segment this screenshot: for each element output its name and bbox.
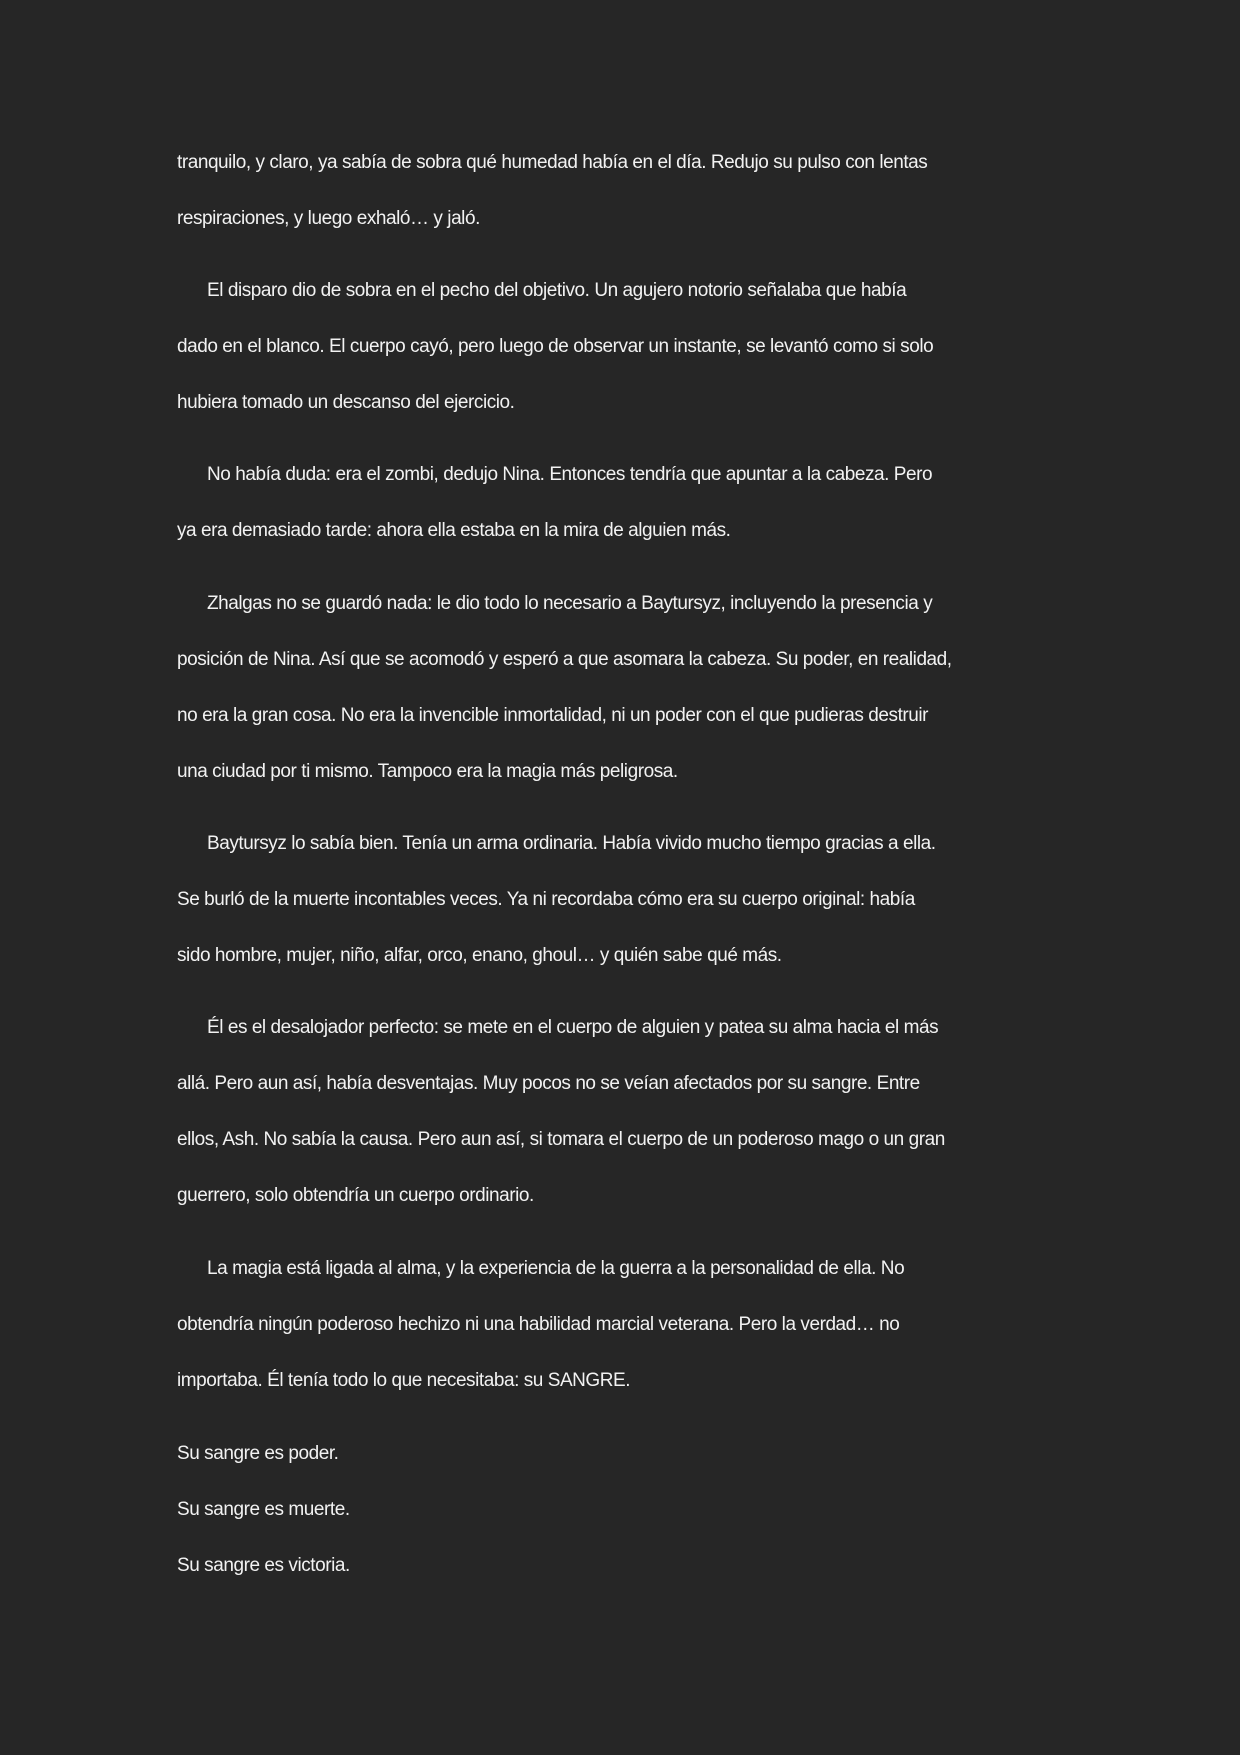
text-line: ellos, Ash. No sabía la causa. Pero aun así, si tomara el cuerpo de un poderoso mago o un gran [177,1129,945,1150]
text-line: Baytursyz lo sabía bien. Tenía un arma ordinaria. Había vivido mucho tiempo gracias a ella. [207,833,936,854]
text-line: El disparo dio de sobra en el pecho del objetivo. Un agujero notorio señalaba que había [207,280,907,301]
text-line: guerrero, solo obtendría un cuerpo ordinario. [177,1185,534,1206]
text-line: Su sangre es victoria. [177,1555,350,1576]
text-line: Su sangre es poder. [177,1443,339,1464]
text-line: Su sangre es muerte. [177,1499,350,1520]
text-line: allá. Pero aun así, había desventajas. Muy pocos no se veían afectados por su sangre. Entre [177,1073,920,1094]
text-line: La magia está ligada al alma, y la experiencia de la guerra a la personalidad de ella. No [207,1258,905,1279]
text-line: tranquilo, y claro, ya sabía de sobra qué humedad había en el día. Redujo su pulso con lentas [177,152,928,173]
text-line: respiraciones, y luego exhaló… y jaló. [177,208,480,229]
text-line: No había duda: era el zombi, dedujo Nina. Entonces tendría que apuntar a la cabeza. Pero [207,464,933,485]
text-line: sido hombre, mujer, niño, alfar, orco, enano, ghoul… y quién sabe qué más. [177,945,782,966]
text-line: importaba. Él tenía todo lo que necesitaba: su SANGRE. [177,1370,631,1391]
text-line: posición de Nina. Así que se acomodó y esperó a que asomara la cabeza. Su poder, en realidad, [177,649,952,670]
text-line: no era la gran cosa. No era la invencible inmortalidad, ni un poder con el que pudieras destruir [177,705,929,726]
text-line: una ciudad por ti mismo. Tampoco era la magia más peligrosa. [177,761,678,782]
text-line: ya era demasiado tarde: ahora ella estaba en la mira de alguien más. [177,520,731,541]
text-line: dado en el blanco. El cuerpo cayó, pero luego de observar un instante, se levantó como si solo [177,336,934,357]
text-line: hubiera tomado un descanso del ejercicio. [177,392,515,413]
text-line: Él es el desalojador perfecto: se mete en el cuerpo de alguien y patea su alma hacia el más [207,1017,939,1038]
text-line: obtendría ningún poderoso hechizo ni una habilidad marcial veterana. Pero la verdad… no [177,1314,900,1335]
text-line: Zhalgas no se guardó nada: le dio todo lo necesario a Baytursyz, incluyendo la presencia y [207,593,933,614]
text-line: Se burló de la muerte incontables veces. Ya ni recordaba cómo era su cuerpo original: había [177,889,915,910]
